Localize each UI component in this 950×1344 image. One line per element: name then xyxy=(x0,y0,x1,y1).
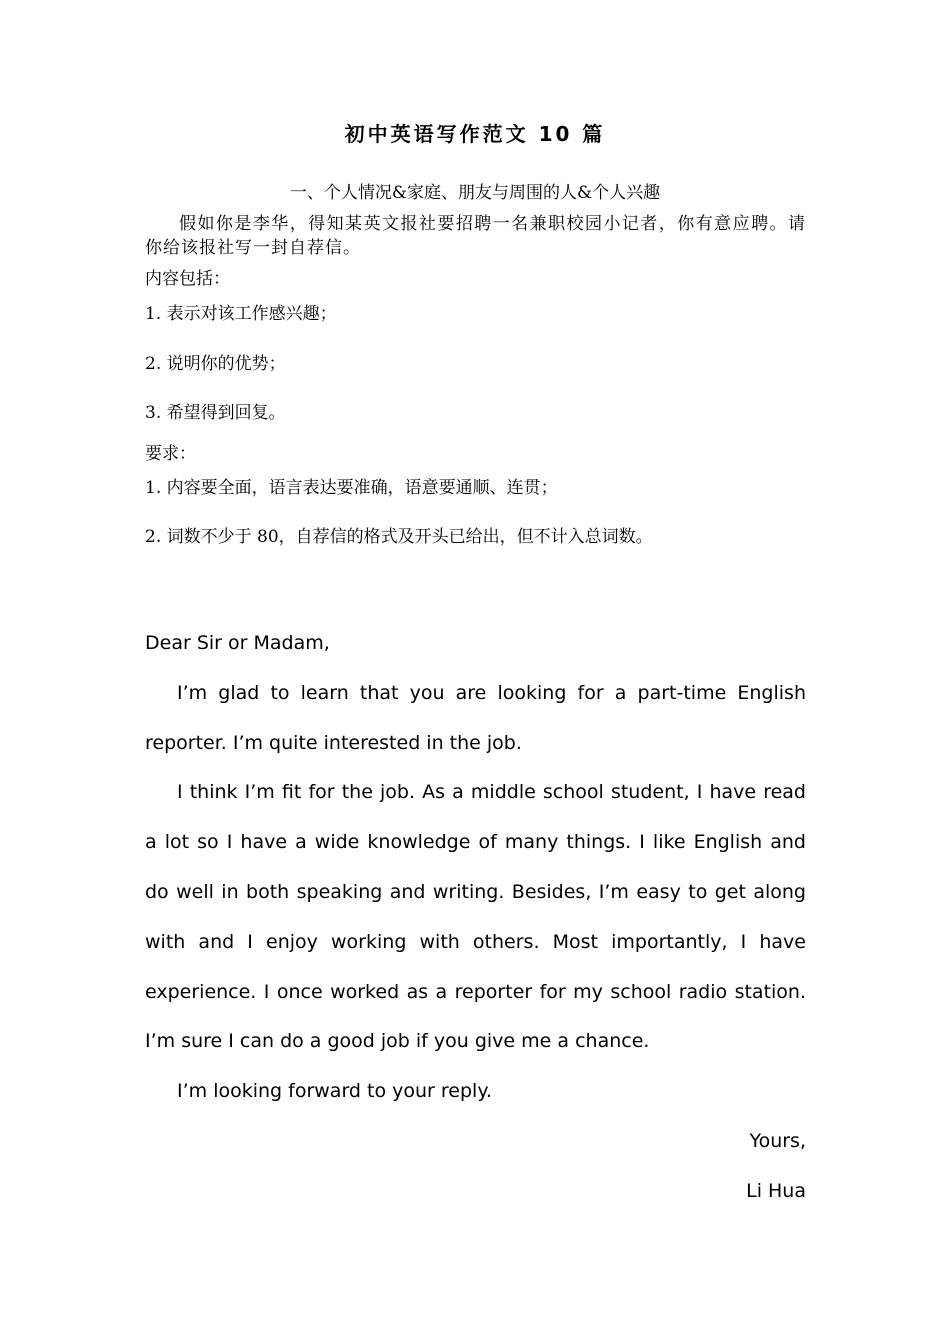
content-item: 1. 表示对该工作感兴趣； xyxy=(145,304,337,324)
letter-paragraph: I’m glad to learn that you are looking for a part-time English reporter. I’m quite interested in the job. xyxy=(145,681,806,754)
prompt-intro: 假如你是李华，得知某英文报社要招聘一名兼职校园小记者，你有意应聘。请你给该报社写一封自荐信。 xyxy=(145,214,806,258)
letter-closing: Yours, xyxy=(749,1129,806,1152)
requirements-label: 要求： xyxy=(145,444,196,464)
letter-paragraph: I think I’m fit for the job. As a middle school student, I have read a lot so I have a wide knowledge of many things. I like English and do well in both speaking and writing. Besides, I’m easy to get along with and I enjoy working with others. Most importantly, I have experience. I once worked as a reporter for my school radio station. I’m sure I can do a good job if you give me a chance. xyxy=(145,781,806,1053)
letter-salutation: Dear Sir or Madam, xyxy=(145,632,330,654)
content-item: 2. 说明你的优势； xyxy=(145,354,286,374)
content-label: 内容包括： xyxy=(145,269,230,289)
document-title: 初中英语写作范文 10 篇 xyxy=(344,122,606,146)
letter-paragraph: I’m looking forward to your reply. xyxy=(177,1080,492,1103)
requirement-item: 2. 词数不少于 80，自荐信的格式及开头已给出，但不计入总词数。 xyxy=(145,527,653,547)
letter-body xyxy=(145,619,806,1217)
requirement-item: 1. 内容要全面，语言表达要准确，语意要通顺、连贯； xyxy=(145,478,558,498)
section-heading: 一、个人情况&家庭、朋友与周围的人&个人兴趣 xyxy=(289,183,661,203)
content-item: 3. 希望得到回复。 xyxy=(145,403,286,423)
letter-signature: Li Hua xyxy=(746,1179,806,1202)
